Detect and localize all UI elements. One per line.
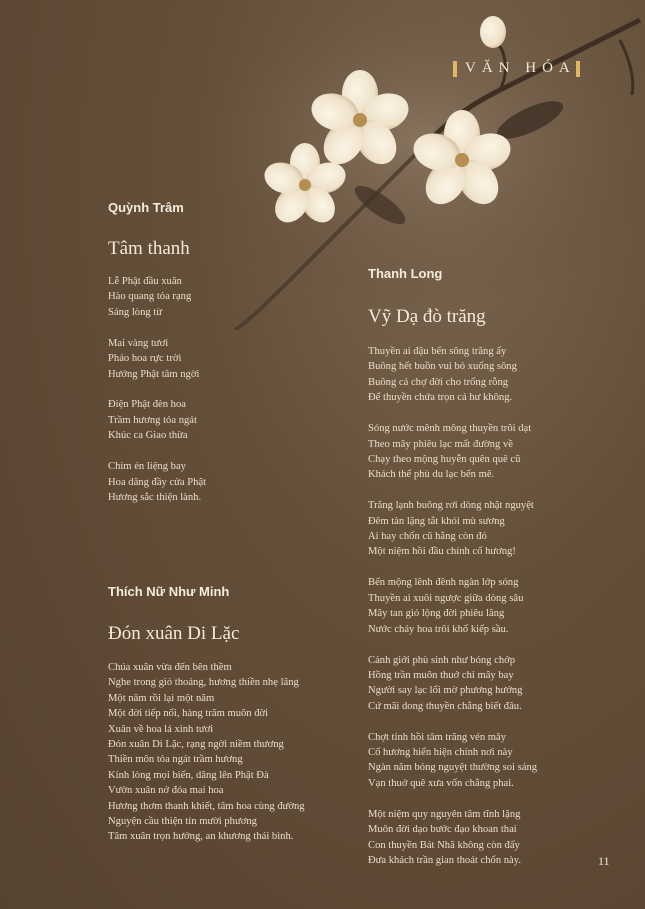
poem-line: Khúc ca Giao thừa <box>108 430 188 442</box>
poem-line: Người say lạc lối mờ phương hướng <box>368 685 523 697</box>
poem-line: Hồng trần muôn thuở chỉ mây bay <box>368 669 514 681</box>
poem-line: Nghe trong gió thoảng, hương thiền nhẹ lâng <box>108 677 299 689</box>
stanza <box>368 575 537 637</box>
poem-line: Hào quang tỏa rạng <box>108 291 192 303</box>
poem-line: Thuyền ai xuôi ngược giữa dòng sâu <box>368 592 524 604</box>
poem-author: Thanh Long <box>368 266 443 281</box>
poem-line: Vườn xuân nở đóa mai hoa <box>108 785 224 797</box>
poem-line: Chúa xuân vừa đến bên thềm <box>108 662 232 673</box>
poem-line: Một niệm hồi đầu chính cố hương! <box>368 546 516 558</box>
poem-line: Điện Phật đèn hoa <box>108 399 186 411</box>
page-number: 11 <box>598 854 610 868</box>
poem-line: Pháo hoa rực trời <box>108 353 182 365</box>
poem-line: Đưa khách trần gian thoát chốn này. <box>368 854 522 866</box>
stanza <box>368 498 537 560</box>
poem-line: Mai vàng tươi <box>108 337 169 349</box>
poem-line: Chợt tỉnh hồi tâm trăng vén mây <box>368 731 507 743</box>
poem-line: Cứ mãi dong thuyền chẳng biết đâu. <box>368 700 522 712</box>
poem-body <box>368 344 537 884</box>
section-bar-left <box>453 61 457 77</box>
poem-line: Ngàn năm bóng nguyệt thường soi sáng <box>368 762 538 774</box>
poem-line: Một năm rồi lại một năm <box>108 692 215 704</box>
poem-author: Thích Nữ Như Minh <box>108 584 230 599</box>
poem-line: Con thuyền Bát Nhã không còn đấy <box>368 839 520 851</box>
poem-line: Một đời tiếp nối, hàng trăm muôn đời <box>108 708 269 720</box>
poem-line: Cảnh giới phù sinh như bóng chớp <box>368 654 516 666</box>
poem-line: Hướng Phật tâm ngời <box>108 368 200 380</box>
poem-author: Quỳnh Trâm <box>108 200 184 215</box>
poem-line: Nguyện cầu thiện tín mười phương <box>108 816 257 828</box>
poem-body <box>108 274 206 521</box>
stanza <box>108 274 206 320</box>
poem-title: Tâm thanh <box>108 238 190 259</box>
poem-line: Buông hết buồn vui bỏ xuống sông <box>368 361 517 373</box>
poem-line: Kính lòng mọi biến, dâng lên Phật Đà <box>108 769 269 781</box>
poem-line: Trầm hương tỏa ngát <box>108 414 197 426</box>
cherry-blossom-illustration <box>0 0 645 330</box>
stanza <box>108 660 305 845</box>
poem-line: Để thuyền chứa trọn cả hư không. <box>368 392 513 404</box>
poem-line: Hương thơm thanh khiết, tâm hoa cùng đường <box>108 800 305 812</box>
poem-line: Nước chảy hoa trôi khổ kiếp sầu. <box>368 623 509 635</box>
poem-line: Lễ Phật đầu xuân <box>108 276 182 287</box>
poem-line: Buông cả chợ đời cho trống rỗng <box>368 376 509 388</box>
poem-line: Khách thể phù du lạc bến mê. <box>368 469 495 481</box>
section-bar-right <box>576 61 580 77</box>
poem-line: Chim én liệng bay <box>108 461 186 473</box>
poem-line: Chạy theo mộng huyễn quên quê cũ <box>368 453 521 465</box>
poem-title: Vỹ Dạ đò trăng <box>368 306 486 327</box>
section-title: VĂN HÓA <box>465 60 576 76</box>
stanza <box>368 653 537 715</box>
poem-line: Thuyền ai đậu bến sông trăng ấy <box>368 346 507 357</box>
poem-line: Ai hay chốn cũ hằng còn đó <box>368 531 487 543</box>
poem-line: Đêm tàn lặng tắt khói mù sương <box>368 515 505 527</box>
poem-line: Sóng nước mênh mông thuyền trôi dạt <box>368 423 532 435</box>
poem-line: Một niệm quy nguyên tâm tĩnh lặng <box>368 808 521 820</box>
poem-line: Đón xuân Di Lặc, rạng ngời niềm thương <box>108 739 284 751</box>
stanza <box>108 459 206 505</box>
poem-line: Vạn thuở quê xưa vốn chẳng phai. <box>368 777 514 789</box>
poem-line: Tâm xuân trọn hưởng, an khương thái bình. <box>108 831 294 843</box>
stanza <box>108 397 206 443</box>
poem-line: Cố hương hiển hiện chính nơi này <box>368 747 513 759</box>
stanza <box>108 336 206 382</box>
poem-line: Hoa dâng đầy cửa Phật <box>108 476 207 488</box>
poem-title: Đón xuân Di Lặc <box>108 623 240 644</box>
stanza <box>368 807 537 869</box>
poem-line: Hương sắc thiện lành. <box>108 491 202 503</box>
poem-body <box>108 660 305 860</box>
poem-line: Sáng lòng từ <box>108 306 163 318</box>
poem-line: Trăng lạnh buông rơi dòng nhật nguyệt <box>368 500 534 512</box>
stanza <box>368 730 537 792</box>
section-label <box>453 60 580 77</box>
stanza <box>368 344 537 406</box>
poem-line: Mây tan gió lộng đời phiêu lãng <box>368 608 505 620</box>
poem-line: Muôn đời dạo bước đạo khoan thai <box>368 824 517 836</box>
poem-line: Thiền môn tỏa ngát trầm hương <box>108 754 243 766</box>
poem-line: Xuân về hoa lá xinh tươi <box>108 723 214 735</box>
poem-line: Bến mộng lênh đênh ngàn lớp sóng <box>368 577 519 589</box>
stanza <box>368 421 537 483</box>
poem-line: Theo mây phiêu lạc mất đường về <box>368 438 513 450</box>
